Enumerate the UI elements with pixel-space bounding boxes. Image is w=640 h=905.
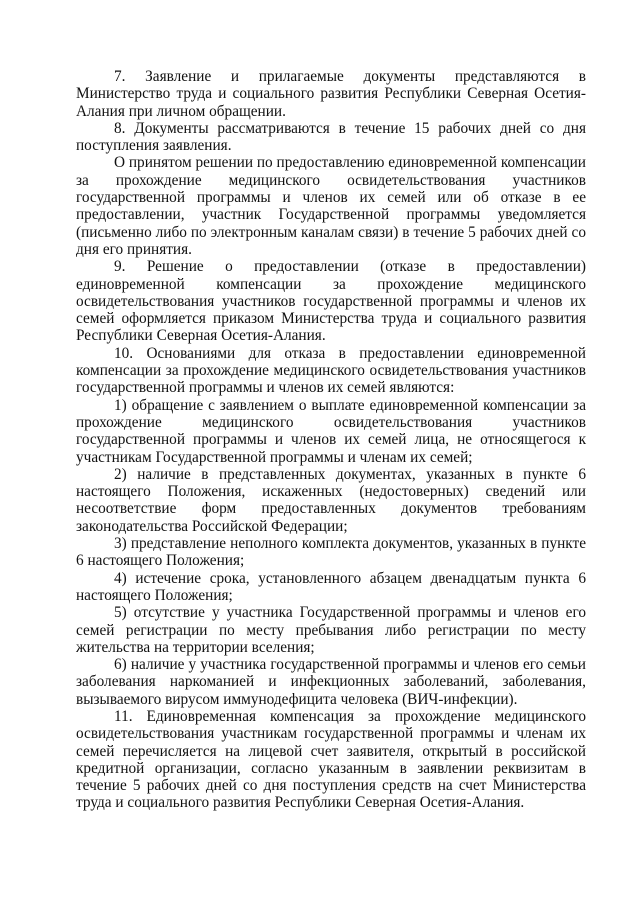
document-body — [76, 68, 586, 812]
paragraph-item-8: 8. Документы рассматриваются в течение 15 рабочих дней со дня поступления заявления. — [76, 119, 586, 155]
paragraph-item-11: 11. Единовременная компенсация за прохождение медицинского освидетельствования участникам государственной программы и членам их семей перечисляется на лицевой счет заявителя, открытый в российской кредитной организации, согласно указанным в заявлении реквизитам в течение 5 рабочих дней со дня поступления средств на счет Министерства труда и социального развития Республики Северная Осетия-Алания. — [76, 707, 586, 812]
paragraph-subitem-1: 1) обращение с заявлением о выплате единовременной компенсации за прохождение медицинского освидетельствования участников государственной программы и членов их семей лица, не относящегося к участникам Государственной программы и членам их семей; — [76, 396, 586, 466]
paragraph-subitem-2: 2) наличие в представленных документах, указанных в пункте 6 настоящего Положения, искаженных (недостоверных) сведений или несоответствие форм предоставленных документов требованиям законодательства Российской Федерации; — [76, 465, 586, 535]
paragraph-item-7: 7. Заявление и прилагаемые документы представляются в Министерство труда и социального развития Республики Северная Осетия-Алания при личном обращении. — [76, 68, 586, 120]
paragraph-subitem-3: 3) представление неполного комплекта документов, указанных в пункте 6 настоящего Положения; — [76, 535, 586, 570]
paragraph-item-10: 10. Основаниями для отказа в предоставлении единовременной компенсации за прохождение медицинского освидетельствования участников государственной программы и членов их семей являются: — [76, 344, 586, 397]
paragraph-item-9: 9. Решение о предоставлении (отказе в предоставлении) единовременной компенсации за прохождение медицинского освидетельствования участников государственной программы и членов их семей оформляется приказом Министерства труда и социального развития Республики Северная Осетия-Алания. — [76, 258, 586, 345]
paragraph-subitem-5: 5) отсутствие у участника Государственной программы и членов его семей регистрации по месту пребывания либо регистрации по месту жительства на территории вселения; — [76, 604, 586, 656]
paragraph-subitem-6: 6) наличие у участника государственной программы и членов его семьи заболевания наркоманией и инфекционных заболеваний, заболевания, вызываемого вирусом иммунодефицита человека (ВИЧ-инфекции). — [76, 656, 586, 708]
paragraph-decision-notice: О принятом решении по предоставлению единовременной компенсации за прохождение медицинского освидетельствования участников государственной программы и членов их семей или об отказе в ее предоставлении, участник Государственной программы уведомляется (письменно либо по электронным каналам связи) в течение 5 рабочих дней со дня его принятия. — [76, 154, 586, 258]
paragraph-subitem-4: 4) истечение срока, установленного абзацем двенадцатым пункта 6 настоящего Положения; — [76, 569, 586, 604]
